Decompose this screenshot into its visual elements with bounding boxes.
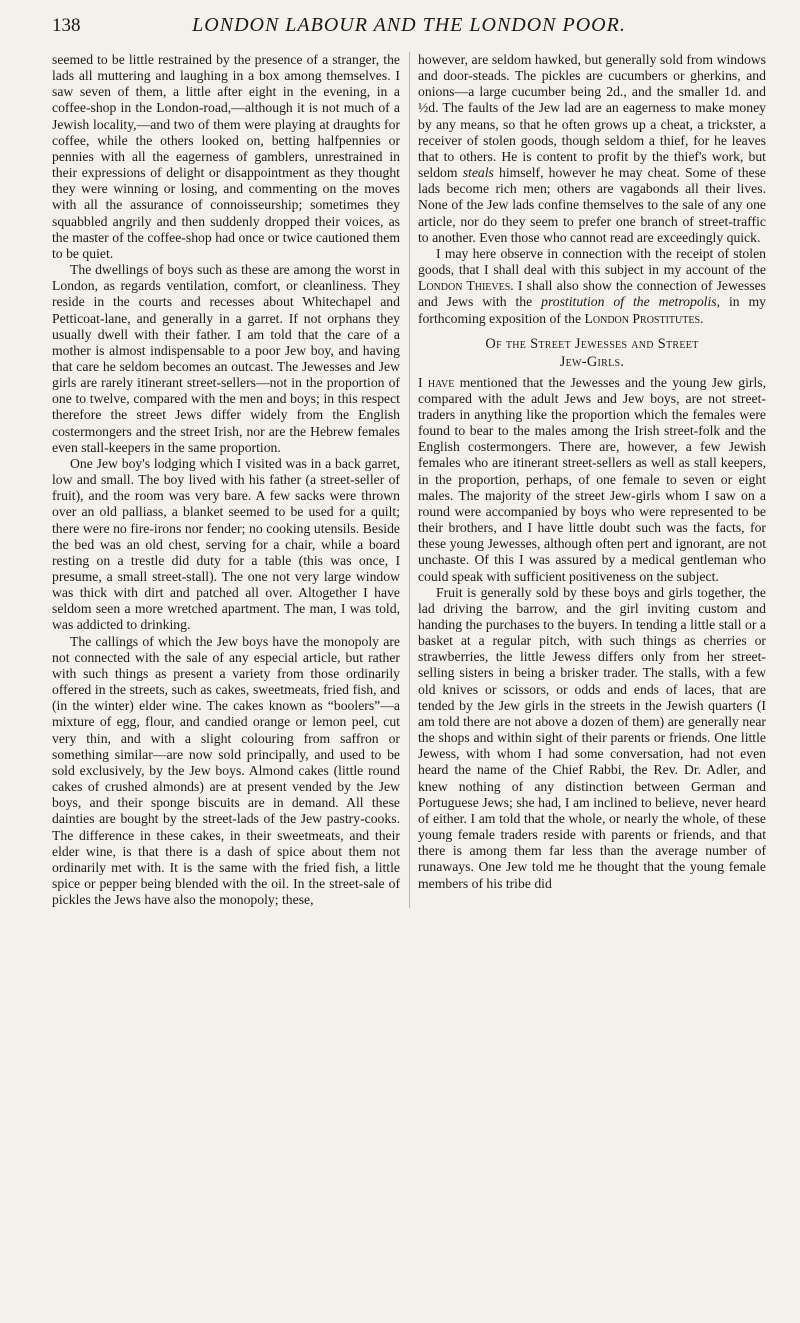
running-head <box>52 14 766 44</box>
paragraph: One Jew boy's lodging which I visited was in a back garret, low and small. The boy lived with his father (a street-seller of fruit), and the room was very bare. A few sacks were thrown over an old palliass, a blanket seemed to be used for a quilt; there were no fire-irons nor fender; no cooking utensils. Beside the bed was an old chest, serving for a chair, while a board resting on a trestle did duty for a table (this was once, I presume, a small street-stall). The one not very large window was thick with dirt and patched all over. Altogether I have seldom seen a more wretched apartment. The man, I was told, was addicted to drinking. <box>52 455 400 633</box>
right-column <box>418 52 766 908</box>
paragraph <box>418 246 766 327</box>
paragraph: Fruit is generally sold by these boys and girls together, the lad driving the barrow, and the girl inviting custom and handing the purchases to the buyers. In tending a little stall or a basket at a regular pitch, with such things as cherries or strawberries, the little Jewess differs only from her street-selling sisters in being a brisker trader. The stalls, with a few old knives or scissors, or odds and ends of laces, that are tended by the Jew girls in the streets in the Jewish quarters (I am told there are not above a dozen of them) are generally near the shops and within sight of their parents or friends. One little Jewess, with whom I had some conversation, had not even heard the name of the Chief Rabbi, the Rev. Dr. Adler, and knew nothing of any distinction between German and Portuguese Jews; she had, I am inclined to believe, never heard of either. I am told that the whole, or nearly the whole, of these young female traders reside with parents or friends, and that there is among them far less than the average number of runaways. One Jew told me he thought that the young female members of his tribe did <box>418 584 766 891</box>
left-column <box>52 52 400 908</box>
paragraph-text: I shall also show the connection of Jewesses and Jews with the <box>418 278 767 310</box>
paragraph <box>418 52 766 246</box>
paragraph-text: himself, however he may cheat. Some of these lads become rich men; others are vagabonds all their lives. None of the Jew lads confine themselves to the sale of any one article, nor do they seem to prefer one branch of street-traffic to another. Even those who cannot read are exceedingly quick. <box>418 165 767 245</box>
running-title: LONDON LABOUR AND THE LONDON POOR. <box>192 14 626 36</box>
paragraph: seemed to be little restrained by the presence of a stranger, the lads all muttering and laughing in a box among themselves. I saw seven of them, a little after eight in the evening, in a coffee-shop in the London-road,—although it is not much of a Jewish locality,—and two of them were playing at draughts for coffee, while the others looked on, betting halfpennies or pennies with all the eagerness of gamblers, unrestrained in their expressions of delight or disappointment as they thought they were winning or losing, and commenting on the moves with all the assurance of connoisseurship; sometimes they squabbled angrily and then suddenly dropped their voices, as the master of the coffee-shop had once or twice cautioned them to be quiet. <box>52 52 400 261</box>
emphasis-text: steals <box>462 165 494 181</box>
text-columns <box>52 52 766 908</box>
page-number: 138 <box>52 15 81 36</box>
emphasis-text: prostitution of the metropolis, <box>541 294 721 310</box>
paragraph-text: in my forthcoming exposition of the <box>418 294 767 326</box>
section-heading-line: Jew-Girls. <box>559 353 625 370</box>
section-heading-line: Of the Street Jewesses and Street <box>485 335 699 352</box>
small-caps-text: London Prostitutes. <box>584 310 704 326</box>
section-heading <box>418 335 766 371</box>
small-caps-text: London Thieves. <box>418 278 514 294</box>
column-divider <box>409 52 410 908</box>
opening-words: I have <box>418 374 455 390</box>
paragraph-text: mentioned that the Jewesses and the young Jew girls, compared with the adult Jews and Jew boys, are not street-traders in anything like the proportion which the females were found to bear to the males among the Irish street-folk and the English costermongers. There are, however, a few Jewish females who are itinerant street-sellers as well as stall keepers, in the proportion, perhaps, of one female to seven or eight males. The majority of the street Jew-girls whom I saw on a round were accompanied by boys who were represented to be their brothers, and I have little doubt such was the facts, for these young Jewesses, although often pert and ignorant, are not unchaste. Of this I was assured by a medical gentleman who could speak with sufficient positiveness on the subject. <box>418 374 767 584</box>
paragraph-text: I may here observe in connection with the receipt of stolen goods, that I shall deal with this subject in my account of the <box>418 245 766 278</box>
paragraph-text: however, are seldom hawked, but generally sold from windows and door-steads. The pickles are cucumbers or gherkins, and onions—a large cucumber being 2d., and the smaller 1d. and ½d. The faults of the Jew lad are an eagerness to make money by any means, so that he often grows up a cheat, a trickster, a receiver of stolen goods, though seldom a thief, for he leaves that to others. He is content to profit by the thief's work, but seldom <box>418 52 766 181</box>
paragraph <box>418 375 766 585</box>
paragraph: The callings of which the Jew boys have the monopoly are not connected with the sale of any especial article, but rather with such things as present a variety from those ordinarily offered in the streets, such as cakes, sweetmeats, fried fish, and (in the winter) elder wine. The cakes known as “boolers”—a mixture of egg, flour, and candied orange or lemon peel, cut very thin, and with a slight colouring from saffron or something similar—are now sold principally, and used to be sold exclusively, by the Jew boys. Almond cakes (little round cakes of crushed almonds) are at present vended by the Jew boys, and their sponge biscuits are in demand. All these dainties are bought by the street-lads of the Jew pastry-cooks. The difference in these cakes, in their sweetmeats, and their elder wine, is that there is a dash of spice about them not ordinarily met with. It is the same with the fried fish, a little spice or pepper being blended with the oil. In the street-sale of pickles the Jews have also the monopoly; these, <box>52 633 400 908</box>
paragraph: The dwellings of boys such as these are among the worst in London, as regards ventilation, comfort, or cleanliness. They reside in the courts and recesses about Whitechapel and Petticoat-lane, and generally in a garret. If not orphans they usually dwell with their father. I am told that the care of a mother is almost indispensable to a poor Jew boy, and having that care he seldom becomes an outcast. The Jewesses and Jew girls are rarely itinerant street-sellers—not in the proportion of one to twelve, compared with the men and boys; in this respect therefore the street Jews differ widely from the English costermongers and the street Irish, nor are the Hebrew females even stall-keepers in the same proportion. <box>52 262 400 455</box>
